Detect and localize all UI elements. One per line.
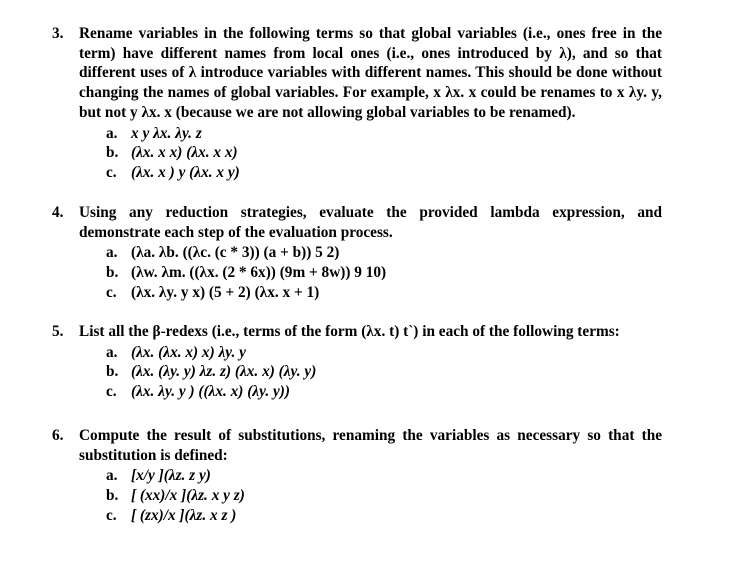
sub-item-label: a. [106, 467, 118, 485]
sub-item-label: c. [106, 383, 117, 401]
sub-item [79, 343, 662, 363]
question-number: 6. [52, 427, 64, 444]
sub-item-list [79, 466, 662, 525]
sub-item-label: b. [106, 487, 119, 505]
sub-item-label: c. [106, 163, 117, 181]
sub-item-label: a. [106, 124, 118, 142]
sub-item [79, 506, 662, 526]
sub-item-list [79, 124, 662, 183]
question-text: Compute the result of substitutions, renaming the variables as necessary so that the substitution is defined: [79, 427, 662, 464]
sub-item-expression: (λx. (λx. x) x) λy. y [131, 343, 246, 361]
sub-item-label: c. [106, 506, 117, 524]
sub-item-list [79, 343, 662, 402]
question-6 [52, 426, 662, 525]
sub-item-label: b. [106, 363, 119, 381]
question-number: 3. [52, 25, 64, 42]
question-text: Using any reduction strategies, evaluate the provided lambda expression, and demonstrate each step of the evaluation process. [79, 204, 662, 241]
sub-item-expression: (λx. (λy. y) λz. z) (λx. x) (λy. y) [131, 363, 317, 381]
sub-item [79, 243, 662, 263]
sub-item [79, 382, 662, 402]
sub-item [79, 163, 662, 183]
sub-item-expression: (λw. λm. ((λx. (2 * 6x)) (9m + 8w)) 9 10) [131, 264, 387, 282]
sub-item-expression: (λx. x x) (λx. x x) [131, 144, 238, 162]
sub-item-expression: [ (xx)/x ](λz. x y z) [131, 487, 245, 505]
sub-item-label: a. [106, 343, 118, 361]
question-3 [52, 24, 662, 183]
sub-item [79, 362, 662, 382]
sub-item-expression: [x/y ](λz. z y) [131, 467, 211, 485]
sub-item-expression: [ (zx)/x ](λz. x z ) [131, 506, 237, 524]
sub-item [79, 263, 662, 283]
sub-item-label: b. [106, 264, 119, 282]
sub-item-expression: x y λx. λy. z [131, 124, 202, 142]
question-text: Rename variables in the following terms so that global variables (i.e., ones free in the term) have different names from local ones (i.e., ones introduced by λ), and so that different uses of λ introduce variables with different names. This should be done without changing the names of global variables. For example, x λx. x could be renames to x λy. y, but not y λx. x (because we are not allowing global variables to be renamed). [79, 25, 662, 121]
sub-item-expression: (λx. x ) y (λx. x y) [131, 163, 240, 181]
sub-item-expression: (λx. λy. y ) ((λx. x) (λy. y)) [131, 383, 290, 401]
question-5 [52, 322, 662, 402]
question-text: List all the β-redexs (i.e., terms of the form (λx. t) t`) in each of the following terms: [79, 323, 620, 340]
sub-item-list [79, 243, 662, 302]
sub-item [79, 283, 662, 303]
sub-item [79, 143, 662, 163]
sub-item-expression: (λa. λb. ((λc. (c * 3)) (a + b)) 5 2) [131, 244, 340, 262]
question-number: 4. [52, 204, 64, 221]
sub-item-label: c. [106, 283, 117, 301]
sub-item [79, 486, 662, 506]
sub-item-expression: (λx. λy. y x) (5 + 2) (λx. x + 1) [131, 283, 320, 301]
sub-item-label: b. [106, 144, 119, 162]
sub-item-label: a. [106, 244, 118, 262]
sub-item [79, 466, 662, 486]
question-number: 5. [52, 323, 64, 340]
question-4 [52, 203, 662, 302]
sub-item [79, 124, 662, 144]
